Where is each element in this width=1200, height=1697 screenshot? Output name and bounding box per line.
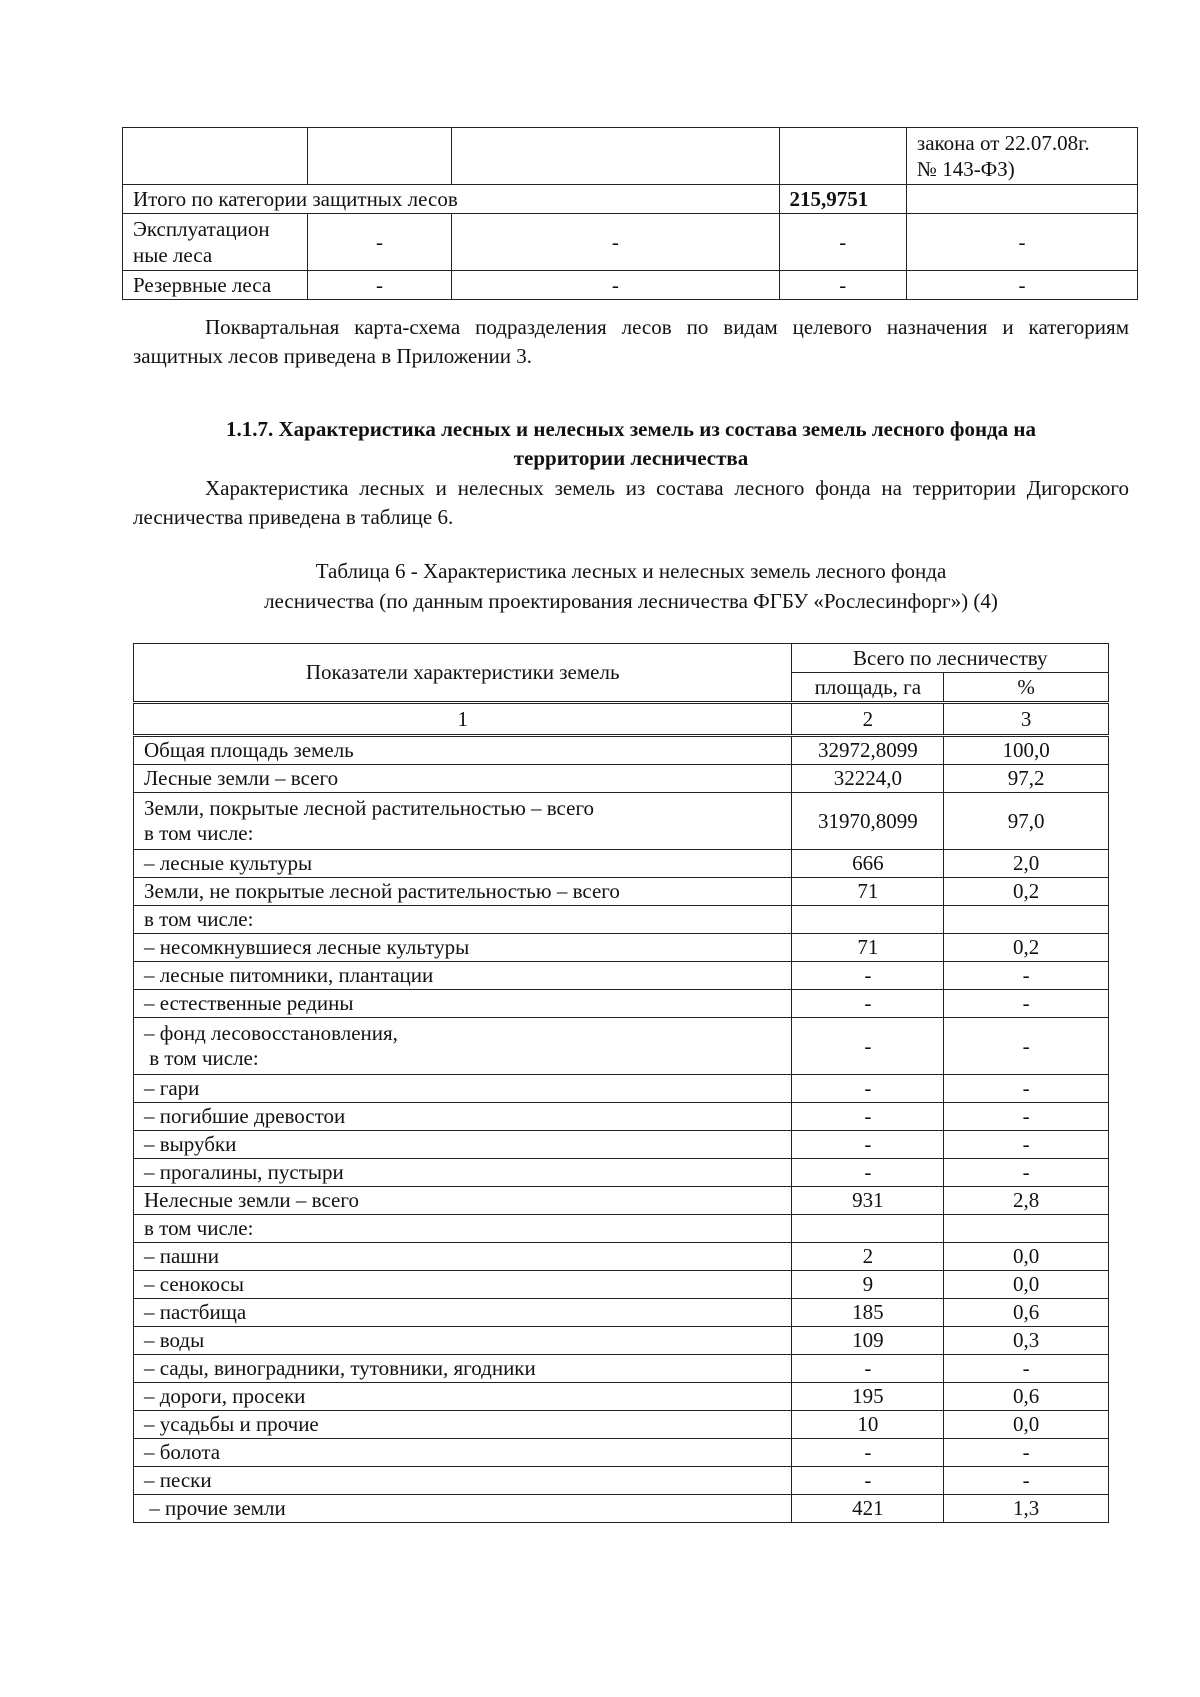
table-row	[134, 1243, 1109, 1271]
row-area: 185	[792, 1299, 944, 1327]
row-area: 32224,0	[792, 765, 944, 793]
row-percent: -	[944, 1467, 1109, 1495]
row-percent: 97,2	[944, 765, 1109, 793]
table-row	[134, 736, 1109, 765]
row-area: -	[792, 1131, 944, 1159]
description-paragraph: Характеристика лесных и нелесных земель из состава лесного фонда на территории Дигорского лесничества приведена в таблице 6.	[133, 476, 1129, 529]
row-area: 666	[792, 850, 944, 878]
map-reference-paragraph: Поквартальная карта-схема подразделения лесов по видам целевого назначения и категориям защитных лесов приведена в Приложении 3.	[133, 315, 1129, 368]
row-label: – сады, виноградники, тутовники, ягодники	[134, 1355, 792, 1383]
section-heading: 1.1.7. Характеристика лесных и нелесных земель из состава земель лесного фонда на территории лесничества	[225, 417, 1037, 470]
total-header: Всего по лесничеству	[792, 644, 1109, 673]
row-label: – болота	[134, 1439, 792, 1467]
row-percent: 0,2	[944, 934, 1109, 962]
table-row	[134, 906, 1109, 934]
table-row	[134, 1271, 1109, 1299]
row-label: – естественные редины	[134, 990, 792, 1018]
table-row	[134, 1495, 1109, 1523]
table-row	[134, 1327, 1109, 1355]
row-label: в том числе:	[134, 1215, 792, 1243]
row-label: – несомкнувшиеся лесные культуры	[134, 934, 792, 962]
row-label: – усадьбы и прочие	[134, 1411, 792, 1439]
exploitation-label: Эксплуатацион ные леса	[123, 214, 308, 271]
row-percent: 0,3	[944, 1327, 1109, 1355]
table-row	[134, 1187, 1109, 1215]
table-row	[134, 1103, 1109, 1131]
row-percent	[944, 1215, 1109, 1243]
indicator-header: Показатели характеристики земель	[134, 644, 792, 703]
row-area: 10	[792, 1411, 944, 1439]
area-header: площадь, га	[792, 673, 944, 703]
row-percent: -	[944, 1131, 1109, 1159]
row-percent	[944, 906, 1109, 934]
table-row	[134, 765, 1109, 793]
table-row	[123, 128, 1138, 185]
row-label: – лесные питомники, плантации	[134, 962, 792, 990]
row-label: – пастбища	[134, 1299, 792, 1327]
row-label: – прочие земли	[134, 1495, 792, 1523]
row-label: – пашни	[134, 1243, 792, 1271]
row-area: 109	[792, 1327, 944, 1355]
row-area: -	[792, 1103, 944, 1131]
row-area	[792, 1215, 944, 1243]
row-label: Общая площадь земель	[134, 736, 792, 765]
row-area: -	[792, 990, 944, 1018]
land-characteristics-table	[133, 643, 1109, 1523]
table-row	[134, 1383, 1109, 1411]
row-label: в том числе:	[134, 906, 792, 934]
row-label: – погибшие древостои	[134, 1103, 792, 1131]
table-row	[134, 1215, 1109, 1243]
table-row	[134, 962, 1109, 990]
table-row-exploitation: Эксплуатацион ные леса - - - -	[123, 214, 1138, 271]
row-area: 9	[792, 1271, 944, 1299]
row-area: 421	[792, 1495, 944, 1523]
table-row	[134, 793, 1109, 850]
law-reference-cell	[906, 128, 1137, 185]
row-label: – воды	[134, 1327, 792, 1355]
row-percent: -	[944, 990, 1109, 1018]
row-area: 31970,8099	[792, 793, 944, 850]
column-index-row: 1 2 3	[134, 703, 1109, 736]
reserve-label: Резервные леса	[123, 271, 308, 300]
protective-forest-table	[122, 127, 1138, 300]
row-percent: -	[944, 1439, 1109, 1467]
total-label: Итого по категории защитных лесов	[123, 185, 780, 214]
row-percent: 0,0	[944, 1271, 1109, 1299]
row-label: – прогалины, пустыри	[134, 1159, 792, 1187]
row-percent: 0,0	[944, 1243, 1109, 1271]
table-row	[134, 878, 1109, 906]
row-percent: -	[944, 1355, 1109, 1383]
table-row	[134, 1355, 1109, 1383]
row-percent: 0,6	[944, 1299, 1109, 1327]
row-label: Нелесные земли – всего	[134, 1187, 792, 1215]
row-percent: -	[944, 1159, 1109, 1187]
row-area: -	[792, 1467, 944, 1495]
table-row	[134, 1075, 1109, 1103]
row-label: – вырубки	[134, 1131, 792, 1159]
law-reference-line2: № 143-ФЗ)	[916, 157, 1015, 181]
row-label: Земли, покрытые лесной растительностью – всего в том числе:	[134, 793, 792, 850]
row-area: -	[792, 1075, 944, 1103]
row-label: – дороги, просеки	[134, 1383, 792, 1411]
row-label: – гари	[134, 1075, 792, 1103]
percent-header: %	[944, 673, 1109, 703]
table-row	[134, 1131, 1109, 1159]
row-area: 2	[792, 1243, 944, 1271]
row-percent: 1,3	[944, 1495, 1109, 1523]
row-percent: -	[944, 1103, 1109, 1131]
law-reference-line1: закона от 22.07.08г.	[916, 131, 1090, 155]
table-row	[134, 1299, 1109, 1327]
row-area: -	[792, 1018, 944, 1075]
row-percent: -	[944, 1075, 1109, 1103]
row-label: – лесные культуры	[134, 850, 792, 878]
row-label: – пески	[134, 1467, 792, 1495]
table-row-reserve: Резервные леса - - - -	[123, 271, 1138, 300]
table-row	[134, 1159, 1109, 1187]
table-row-total	[123, 185, 1138, 214]
table-caption: Таблица 6 - Характеристика лесных и нелесных земель лесного фонда лесничества (по данным проектирования лесничества ФГБУ «Рослесинфорг») (4)	[264, 559, 998, 613]
table-row	[134, 1411, 1109, 1439]
row-label: – сенокосы	[134, 1271, 792, 1299]
row-label: Лесные земли – всего	[134, 765, 792, 793]
row-percent: -	[944, 1018, 1109, 1075]
row-label: – фонд лесовосстановления, в том числе:	[134, 1018, 792, 1075]
table-row	[134, 1439, 1109, 1467]
row-area: -	[792, 1159, 944, 1187]
row-percent: 2,0	[944, 850, 1109, 878]
table-row	[134, 1018, 1109, 1075]
row-area: -	[792, 1355, 944, 1383]
total-value: 215,9751	[779, 185, 906, 214]
row-area: 931	[792, 1187, 944, 1215]
table-row	[134, 1467, 1109, 1495]
row-percent: 0,2	[944, 878, 1109, 906]
table-row	[134, 850, 1109, 878]
row-area	[792, 906, 944, 934]
row-percent: 0,0	[944, 1411, 1109, 1439]
row-label: Земли, не покрытые лесной растительностью – всего	[134, 878, 792, 906]
row-percent: -	[944, 962, 1109, 990]
row-percent: 100,0	[944, 736, 1109, 765]
row-area: 32972,8099	[792, 736, 944, 765]
row-area: 71	[792, 878, 944, 906]
row-area: 71	[792, 934, 944, 962]
table-row	[134, 990, 1109, 1018]
row-area: 195	[792, 1383, 944, 1411]
row-percent: 0,6	[944, 1383, 1109, 1411]
row-area: -	[792, 1439, 944, 1467]
table-row	[134, 934, 1109, 962]
row-percent: 2,8	[944, 1187, 1109, 1215]
row-percent: 97,0	[944, 793, 1109, 850]
header-row	[134, 644, 1109, 673]
row-area: -	[792, 962, 944, 990]
